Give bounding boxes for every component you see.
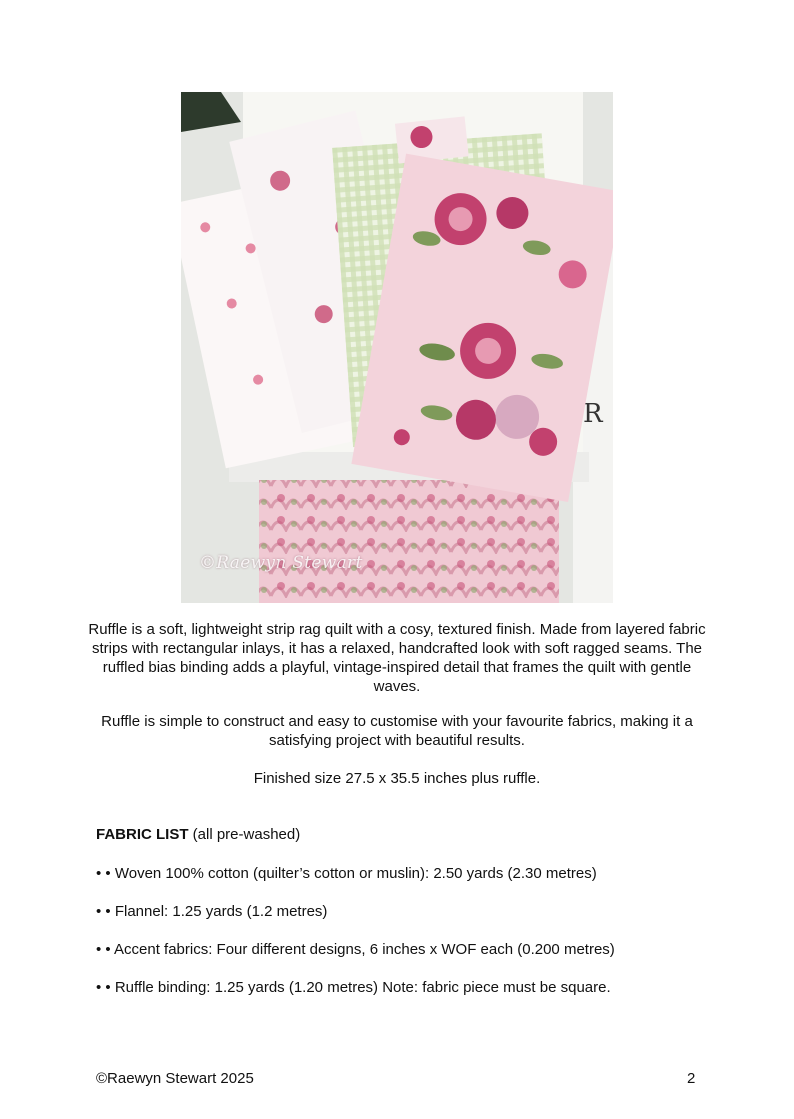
fabric-list-item: • • Ruffle binding: 1.25 yards (1.20 metres) Note: fabric piece must be square.: [96, 979, 611, 996]
quilt-fabric-photo: [181, 92, 613, 603]
fabric-list-item: • • Flannel: 1.25 yards (1.2 metres): [96, 903, 328, 920]
fabric-stack-illustration: [181, 92, 613, 603]
fabric-list: [96, 864, 716, 1016]
footer-copyright: ©Raewyn Stewart 2025: [96, 1070, 254, 1087]
intro-paragraph-2: Ruffle is simple to construct and easy to customise with your favourite fabrics, making it a satisfying project with beautiful results.: [101, 713, 693, 749]
fabric-list-title: FABRIC LIST: [96, 826, 189, 843]
fabric-list-item: • • Woven 100% cotton (quilter’s cotton or muslin): 2.50 yards (2.30 metres): [96, 865, 597, 882]
fabric-list-item: • • Accent fabrics: Four different designs, 6 inches x WOF each (0.200 metres): [96, 941, 615, 958]
finished-size: Finished size 27.5 x 35.5 inches plus ruffle.: [253, 770, 541, 787]
fabric-list-heading: [96, 826, 300, 843]
page-number: 2: [687, 1070, 696, 1087]
fabric-list-note: (all pre-washed): [192, 826, 301, 843]
photo-watermark: ©Raewyn Stewart: [199, 553, 363, 573]
intro-paragraph-1: Ruffle is a soft, lightweight strip rag quilt with a cosy, textured finish. Made from layered fabric strips with rectangular inlays, it has a relaxed, handcrafted look with soft ragged seams. The ruffled bias binding adds a playful, vintage-inspired detail that frames the quilt with gentle waves.: [88, 621, 706, 695]
svg-text:R: R: [583, 399, 603, 429]
